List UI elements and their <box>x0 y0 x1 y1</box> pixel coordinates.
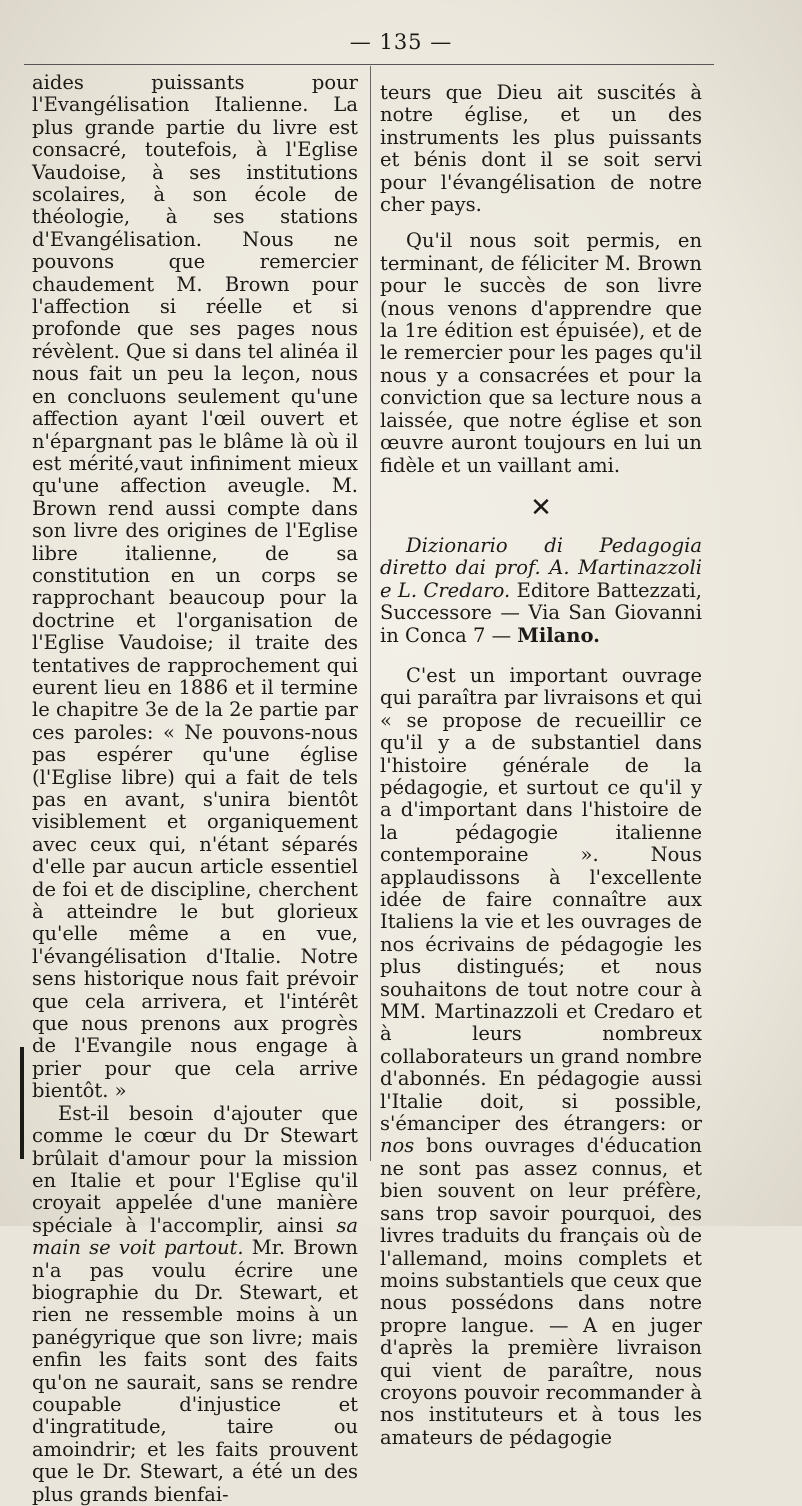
paragraph: Qu'il nous soit permis, en terminant, de féliciter M. Brown pour le succès de son livre (nous venons d'apprendre que la 1re édition est épuisée), et de le remercier pour les pages qu'il nous y a consacrées et pour la conviction que sa lecture nous a laissée, que notre église et son œuvre auront toujours en lui un fidèle et un vaillant ami. <box>380 229 702 477</box>
paragraph: C'est un important ouvrage qui paraîtra par livraisons et qui « se propose de recueillir ce qu'il y a de substantiel dans l'histoire générale de la pédagogie, et surtout ce qu'il y a d'important dans l'histoire de la pédagogie italienne contemporaine ». Nous applaudissons à l'excellente idée de faire connaître aux Italiens la vie et les ouvrages de nos écrivains de pédagogie les plus distingués; et nous souhaitons de tout notre cour à MM. Martinazzoli et Credaro et à leurs nombreux collaborateurs un grand nombre d'abonnés. En pédagogie aussi l'Italie doit, si possible, s'émanciper des étrangers: or nos bons ouvrages d'éducation ne sont pas assez connus, et bien souvent on leur préfère, sans trop savoir pourquoi, des livres traduits du français où de l'allemand, moins complets et moins substantiels que ceux que nous possédons dans notre propre langue. — A en juger d'après la première livraison qui vient de paraître, nous croyons pouvoir recommander à nos instituteurs et à tous les amateurs de pédagogie <box>380 663 702 1449</box>
left-column <box>32 72 358 1506</box>
book-title: Dizionario di Pedagogia diretto dai prof. A. Martinazzoli e L. Credaro. <box>380 533 702 602</box>
book-publisher: Editore Battezzati, Successore — Via San Giovanni in Conca 7 — <box>380 578 702 647</box>
right-column <box>380 82 702 1449</box>
paragraph: teurs que Dieu ait suscités à notre église, et un des instruments les plus puissants et bénis dont il se soit servi pour l'évangélisation de notre cher pays. <box>380 81 702 217</box>
section-separator: ✕ <box>530 492 552 523</box>
book-reference <box>380 535 702 647</box>
margin-mark <box>20 1047 24 1159</box>
column-divider <box>370 66 371 1161</box>
paragraph: Est-il besoin d'ajouter que comme le cœur du Dr Stewart brûlait d'amour pour la mission en Italie et pour l'Eglise qu'il croyait appelée d'une manière spéciale à l'accomplir, ainsi sa main se voit partout. Mr. Brown n'a pas voulu écrire une biographie du Dr. Stewart, et rien ne ressemble moins à un panégyrique que son livre; mais enfin les faits sont des faits qu'on ne saurait, sans se rendre coupable d'injustice et d'ingratitude, taire ou amoindrir; et les faits prouvent que le Dr. Stewart, a été un des plus grands bienfai- <box>32 1101 358 1506</box>
header-rule <box>24 64 714 65</box>
italic-phrase: sa main se voit partout. <box>32 1213 358 1260</box>
italic-word: nos <box>380 1134 415 1158</box>
book-city: Milano. <box>517 623 600 647</box>
page-number: — 135 — <box>349 30 453 54</box>
paragraph: aides puissants pour l'Evangélisation Italienne. La plus grande partie du livre est consacré, toutefois, à l'Eglise Vaudoise, à ses institutions scolaires, à son école de théologie, à ses stations d'Evangélisation. Nous ne pouvons que remercier chaudement M. Brown pour l'affection si réelle et si profonde que ses pages nous révèlent. Que si dans tel alinéa il nous fait un peu la leçon, nous en concluons seulement qu'une affection ayant l'œil ouvert et n'épargnant pas le blâme là où il est mérité,vaut infiniment mieux qu'une affection aveugle. M. Brown rend aussi compte dans son livre des origines de l'Eglise libre italienne, de sa constitution en un corps se rapprochant beaucoup pour la doctrine et l'organisation de l'Eglise Vaudoise; il traite des tentatives de rapprochement qui eurent lieu en 1886 et il termine le chapitre 3e de la 2e partie par ces paroles: « Ne pouvons-nous pas espérer qu'une église (l'Eglise libre) qui a fait de tels pas en avant, s'unira bientôt visiblement et organiquement avec ceux qui, n'étant séparés d'elle par aucun article essentiel de foi et de discipline, cherchent à atteindre le but glorieux qu'elle même a en vue, l'évangélisation d'Italie. Notre sens historique nous fait prévoir que cela arrivera, et l'intérêt que nous prenons aux progrès de l'Evangile nous engage à prier pour que cela arrive bientôt. » <box>32 71 358 1103</box>
